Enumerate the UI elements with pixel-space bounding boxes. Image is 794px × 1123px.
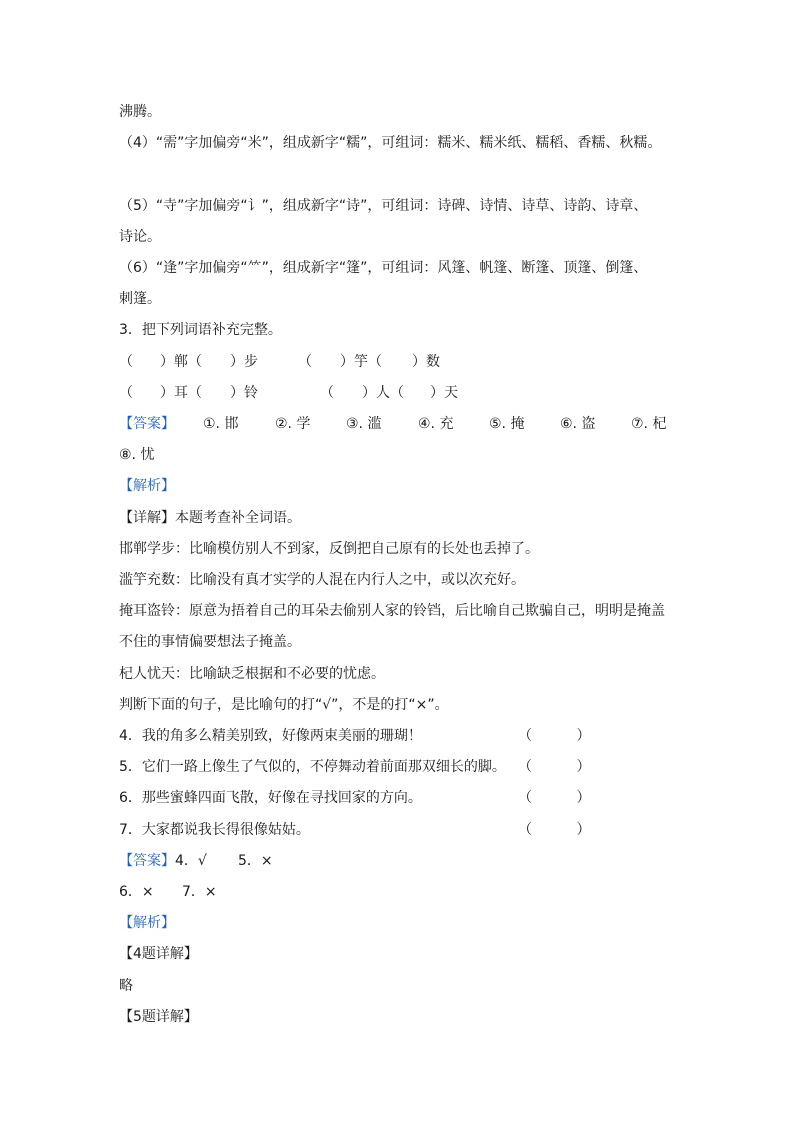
question-item: 4．我的角多么精美别致，好像两束美丽的珊瑚！ xyxy=(119,728,422,744)
blank-part: ）竽（ xyxy=(340,354,382,370)
blank-part: ）耳（ xyxy=(160,385,202,401)
answer-blank: （ ） xyxy=(518,728,591,744)
text-line: 杞人忧天：比喻缺乏根据和不必要的忧虑。 xyxy=(119,666,385,682)
text-line: 刺篷。 xyxy=(119,291,161,307)
text-line: 掩耳盗铃：原意为捂着自己的耳朵去偷别人家的铃铛，后比喻自己欺骗自己，明明是掩盖 xyxy=(119,603,665,619)
blank-part: ）数 xyxy=(412,354,440,370)
analysis-label: 【解析】 xyxy=(119,915,175,931)
blank-part: ）郸（ xyxy=(160,354,202,370)
question-item: 7．大家都说我长得很像姑姑。 xyxy=(119,822,310,838)
answer-item: ⑦. 杞 xyxy=(631,416,667,432)
answer-item: ②. 学 xyxy=(275,416,311,432)
answer-label: 【答案】 xyxy=(119,416,175,432)
blank-part: ）天 xyxy=(430,385,458,401)
blank-part: ）步 xyxy=(230,354,258,370)
blank-part: （ xyxy=(119,385,133,401)
text-line: 略 xyxy=(119,978,133,994)
answer-blank: （ ） xyxy=(518,822,591,838)
answer-item: ⑧. 忧 xyxy=(119,447,155,463)
blank-part: ）人（ xyxy=(362,385,404,401)
text-line: 沸腾。 xyxy=(119,104,161,120)
detail-heading: 【4题详解】 xyxy=(119,946,198,962)
answer-item: 6．× xyxy=(119,884,154,900)
blank-part: ）铃 xyxy=(230,385,258,401)
text-line: 滥竽充数：比喻没有真才实学的人混在内行人之中，或以次充好。 xyxy=(119,572,525,588)
answer-blank: （ ） xyxy=(518,759,591,775)
text-line: 不住的事情偏要想法子掩盖。 xyxy=(119,634,301,650)
detail-heading: 【5题详解】 xyxy=(119,1009,198,1025)
text-line: （6）“逢”字加偏旁“⺮”，组成新字“篷”，可组词：风篷、帆篷、断篷、顶篷、倒篷、 xyxy=(119,260,648,276)
answer-item: 4．√ xyxy=(175,853,207,869)
analysis-label: 【解析】 xyxy=(119,478,175,494)
question-heading: 3．把下列词语补充完整。 xyxy=(119,322,282,338)
text-line: （4）“需”字加偏旁“米”，组成新字“糯”，可组词：糯米、糯米纸、糯稻、香糯、秋糯。 xyxy=(119,135,662,151)
answer-blank: （ ） xyxy=(518,790,591,806)
answer-item: ④. 充 xyxy=(418,416,454,432)
text-line: 邯郸学步：比喻模仿别人不到家，反倒把自己原有的长处也丢掉了。 xyxy=(119,541,539,557)
answer-item: 5．× xyxy=(238,853,273,869)
detail-heading: 【详解】本题考查补全词语。 xyxy=(119,510,301,526)
answer-item: ⑤. 掩 xyxy=(489,416,525,432)
answer-item: ⑥. 盗 xyxy=(560,416,596,432)
question-item: 5．它们一路上像生了气似的，不停舞动着前面那双细长的脚。 xyxy=(119,759,506,775)
question-heading: 判断下面的句子，是比喻句的打“√”，不是的打“×”。 xyxy=(119,697,449,713)
question-item: 6．那些蜜蜂四面飞散，好像在寻找回家的方向。 xyxy=(119,790,422,806)
blank-part: （ xyxy=(320,385,334,401)
blank-part: （ xyxy=(298,354,312,370)
blank-part: （ xyxy=(119,354,133,370)
answer-item: 7．× xyxy=(182,884,217,900)
text-line: 诗论。 xyxy=(119,229,161,245)
text-line: （5）“寺”字加偏旁“讠”，组成新字“诗”，可组词：诗碑、诗情、诗草、诗韵、诗章、 xyxy=(119,198,648,214)
answer-item: ①. 邯 xyxy=(203,416,239,432)
answer-label: 【答案】 xyxy=(119,853,175,869)
answer-item: ③. 滥 xyxy=(346,416,382,432)
